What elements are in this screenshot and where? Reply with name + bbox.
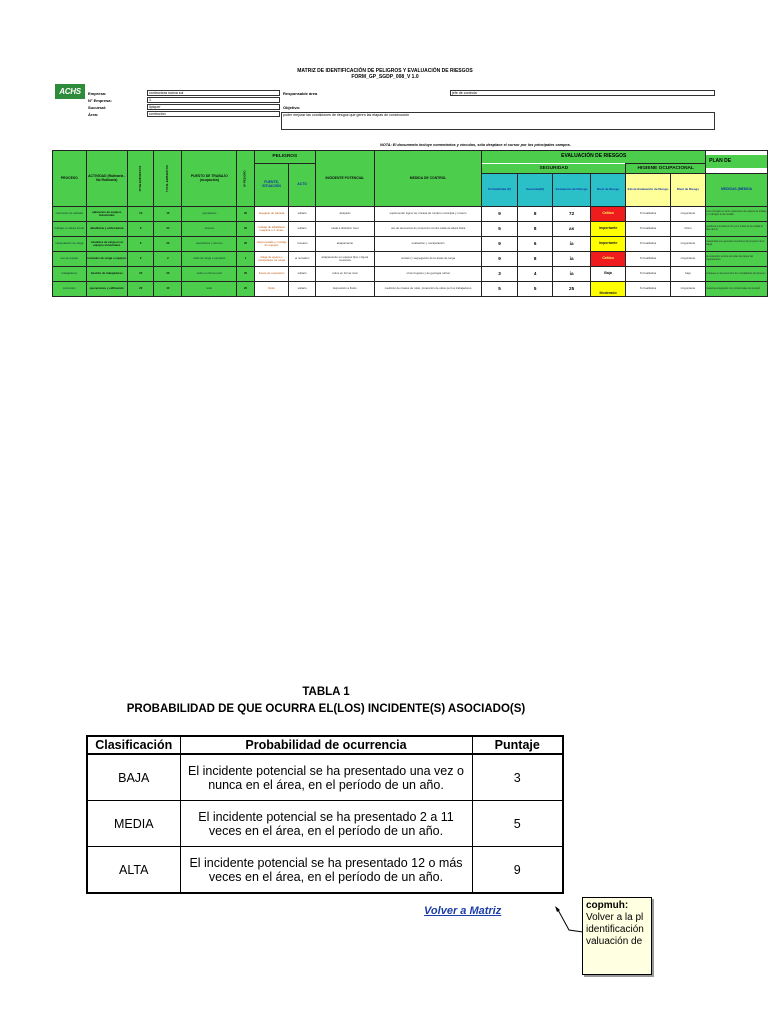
tabla1-title: TABLA 1	[302, 686, 350, 698]
empresa-field[interactable]: contructora nueva sol	[147, 90, 280, 96]
table-row	[53, 282, 768, 297]
col-higiene: HIGIENE OCUPACIONAL	[626, 164, 706, 174]
risk-matrix-table	[52, 150, 768, 297]
clasificacion-cell: ALTA	[87, 847, 180, 894]
objetivo-field[interactable]: poder mejorar las condiciones de riesgos que genrn las etapas de construcción	[281, 112, 715, 130]
comment-arrow-icon	[555, 906, 585, 938]
descripcion-cell: El incidente potencial se ha presentado una vez o nunca en el área, en el período de un año.	[180, 754, 472, 801]
medida-cell[interactable]: revisión y segregación de la áreas de carga	[374, 252, 481, 267]
num-empresa-label: N° Empresa:	[88, 98, 112, 103]
col-evaluacion-riesgo: Evaluación del Riesgo	[553, 174, 590, 207]
responsable-field[interactable]: jefe de controla	[450, 90, 715, 96]
actividad-cell[interactable]: traslados de carga en el equipos industriales	[86, 237, 127, 252]
comment-line: valuación de	[586, 936, 643, 947]
achs-logo: ACHS	[55, 84, 85, 99]
acto-cell[interactable]: soltario	[289, 282, 316, 297]
evaluacion-cell[interactable]: ia	[553, 252, 590, 267]
table-row	[53, 252, 768, 267]
table-row	[87, 847, 563, 894]
puesto-cell[interactable]: obreros	[182, 222, 237, 237]
puntaje-cell: 3	[472, 754, 563, 801]
existe-evaluacion-cell[interactable]: Si Cualitativa	[626, 222, 670, 237]
acto-cell[interactable]: soltario	[289, 222, 316, 237]
acto-cell[interactable]: l usuario	[289, 237, 316, 252]
actividad-cell[interactable]: operaciones y edificación	[86, 282, 127, 297]
fuente-cell[interactable]: fluido	[254, 282, 289, 297]
incidente-cell[interactable]: atrapado	[315, 207, 374, 222]
probabilidad-cell[interactable]: 5	[482, 222, 518, 237]
proceso-cell[interactable]: contrución de calzada	[53, 207, 87, 222]
num-expuestos-cell[interactable]: 2	[127, 252, 154, 267]
total-expuestos-cell[interactable]: 20	[154, 267, 182, 282]
proceso-cell[interactable]: trabajos en altura fronte	[53, 222, 87, 237]
num-peligro-cell[interactable]: 20	[237, 222, 254, 237]
evaluacion-cell[interactable]: ia	[553, 237, 590, 252]
medida-cell[interactable]: suplementar signo/ as, lincasa de rondero municipal y o letero	[374, 207, 481, 222]
evaluacion-cell[interactable]: as	[553, 222, 590, 237]
incidente-cell[interactable]: caida a distintivo nivel	[315, 222, 374, 237]
incidente-cell[interactable]: todos en forma rural	[315, 267, 374, 282]
header-probabilidad: Probabilidad de ocurrencia	[180, 736, 472, 754]
fuente-cell[interactable]: fuente de exposicion	[254, 267, 289, 282]
puesto-cell[interactable]: radio de carga o operador	[182, 252, 237, 267]
sucursal-field[interactable]: lipiquer	[147, 104, 280, 110]
medida-cell[interactable]: evaluación y manipulación	[374, 237, 481, 252]
col-proceso: PROCESO	[53, 151, 87, 207]
severidad-cell[interactable]: 6	[517, 237, 553, 252]
num-peligro-cell[interactable]: 1	[237, 252, 254, 267]
probabilidad-cell[interactable]: 5	[482, 282, 518, 297]
objetivo-label: Objetivo:	[283, 105, 301, 110]
probabilidad-cell[interactable]: 3	[482, 267, 518, 282]
table-row	[87, 801, 563, 847]
total-expuestos-cell[interactable]: 2	[154, 252, 182, 267]
acto-cell[interactable]: soltario	[289, 267, 316, 282]
col-seguridad: SEGURIDAD	[482, 164, 626, 174]
actividad-cell[interactable]: Gestión de trabajadores	[86, 267, 127, 282]
num-peligro-cell[interactable]: 20	[237, 237, 254, 252]
table-row	[53, 237, 768, 252]
evaluacion-cell[interactable]: 25	[553, 282, 590, 297]
col-evaluacion: EVALUACIÓN DE RIESGOS	[482, 151, 706, 164]
col-num-peligro: Nº PELIGRO	[237, 151, 254, 207]
num-expuestos-cell[interactable]: 10	[127, 207, 154, 222]
incidente-cell[interactable]: Exposición a fluido	[315, 282, 374, 297]
existe-evaluacion-cell[interactable]: Si Cualitativa	[626, 282, 670, 297]
nivel-riesgo-cell[interactable]: Baja	[590, 267, 626, 282]
plan-accion-cell[interactable]: guarda la recomida sin fin ya el ordas de la entidad al plan de los	[706, 222, 768, 237]
col-fuente: FUENTE, SITUACIÓN	[254, 164, 289, 207]
plan-accion-cell[interactable]: enfoques en la prevencion de ri ciudadanos del proceso	[706, 267, 768, 282]
proceso-cell[interactable]: manipulación de carga	[53, 237, 87, 252]
proceso-cell[interactable]: uso de equipo	[53, 252, 87, 267]
num-empresa-field[interactable]: 1	[147, 97, 280, 103]
actividad-cell[interactable]: traslados de carga o equipos	[86, 252, 127, 267]
nivel-riesgo-higiene-cell[interactable]: ninguntante	[670, 282, 705, 297]
nivel-riesgo-higiene-cell[interactable]: baja	[670, 267, 705, 282]
col-plan: PLAN DE	[706, 151, 768, 174]
header-clasificacion: Clasificación	[87, 736, 180, 754]
num-expuestos-cell[interactable]: 20	[127, 267, 154, 282]
empresa-label: Empresa:	[88, 91, 107, 96]
table-row	[53, 222, 768, 237]
puesto-cell[interactable]: operadores	[182, 207, 237, 222]
nivel-riesgo-cell[interactable]: Importante	[590, 237, 626, 252]
existe-evaluacion-cell[interactable]: Si Cualitativa	[626, 207, 670, 222]
existe-evaluacion-cell[interactable]: Si Cualitativa	[626, 252, 670, 267]
acto-cell[interactable]: soltario	[289, 207, 316, 222]
form-code: FORM_GP_SGDP_008_V 1.0	[351, 74, 419, 80]
table-row	[87, 754, 563, 801]
fuente-cell[interactable]: carga pesada y montaje de equipos	[254, 237, 289, 252]
severidad-cell[interactable]: 8	[517, 222, 553, 237]
comment-author: copmuh:	[586, 900, 629, 911]
area-field[interactable]: contrución	[147, 111, 280, 117]
evaluacion-cell[interactable]: ia	[553, 267, 590, 282]
clasificacion-cell: MEDIA	[87, 801, 180, 847]
puesto-cell[interactable]: operadores y obreros	[182, 237, 237, 252]
total-expuestos-cell[interactable]: 24	[154, 222, 182, 237]
puesto-cell[interactable]: todo	[182, 282, 237, 297]
nivel-riesgo-cell[interactable]: Moderado	[590, 282, 626, 297]
num-expuestos-cell[interactable]: 20	[127, 282, 154, 297]
nivel-riesgo-higiene-cell[interactable]: ninguntante	[670, 252, 705, 267]
col-total-expuestos: TOTAL EXPUESTOS	[154, 151, 182, 207]
severidad-cell[interactable]: 8	[517, 207, 553, 222]
probabilidad-cell[interactable]: 9	[482, 237, 518, 252]
comment-line: identificación	[586, 924, 644, 935]
nivel-riesgo-higiene-cell[interactable]: critico	[670, 222, 705, 237]
descripcion-cell: El incidente potencial se ha presentado 12 o más veces en el área, en el período de un año.	[180, 847, 472, 894]
descripcion-cell: El incidente potencial se ha presentado 2 a 11 veces en el área, en el período de un año.	[180, 801, 472, 847]
responsable-label: Responsable área	[283, 91, 318, 96]
col-probabilidad: Probabilidad (P)	[482, 174, 518, 207]
puntaje-cell: 5	[472, 801, 563, 847]
medida-cell[interactable]: medición de niveles de ruido, protección de oidos por los trabajadores	[374, 282, 481, 297]
severidad-cell[interactable]: 5	[517, 282, 553, 297]
proceso-cell[interactable]: contrución	[53, 282, 87, 297]
volver-a-matriz-link[interactable]: Volver a Matriz	[424, 905, 502, 917]
existe-evaluacion-cell[interactable]: Si Cualitativa	[626, 267, 670, 282]
nivel-riesgo-cell[interactable]: Importante	[590, 222, 626, 237]
existe-evaluacion-cell[interactable]: Si Cualitativa	[626, 237, 670, 252]
plan-accion-cell[interactable]: maquinas integrados con profesionales de la salud	[706, 282, 768, 297]
fuente-cell[interactable]: desgaste de calzada	[254, 207, 289, 222]
matrix-title: MATRIZ DE IDENTIFICACIÓN DE PELIGROS Y EVALUACIÓN DE RIESGOS	[297, 68, 473, 74]
medida-cell[interactable]: uso de elementos de proteccion contra caida de altura fisica	[374, 222, 481, 237]
total-expuestos-cell[interactable]: 30	[154, 237, 182, 252]
evaluacion-cell[interactable]: 72	[553, 207, 590, 222]
col-severidad: Severidad(S)	[517, 174, 553, 207]
acto-cell[interactable]: el nomatico	[289, 252, 316, 267]
medida-cell[interactable]: otros hogares y de geologia rutinal	[374, 267, 481, 282]
nivel-riesgo-higiene-cell[interactable]: ninguntante	[670, 237, 705, 252]
tabla1-subtitle: PROBABILIDAD DE QUE OCURRA EL(LOS) INCIDENTE(S) ASOCIADO(S)	[126, 703, 526, 715]
nivel-riesgo-cell[interactable]: Crítico	[590, 207, 626, 222]
nivel-riesgo-higiene-cell[interactable]: ninguntante	[670, 207, 705, 222]
plan-accion-cell[interactable]: la evaluacion tecnica de todas las partes del equipamiento	[706, 252, 768, 267]
actividad-cell[interactable]: albañileria y enfierradura	[86, 222, 127, 237]
probability-table	[86, 735, 564, 894]
num-expuestos-cell[interactable]: 6	[127, 237, 154, 252]
comment-note	[582, 897, 652, 975]
puntaje-cell: 9	[472, 847, 563, 894]
sucursal-label: Sucursal:	[88, 105, 107, 110]
plan-accion-cell[interactable]: maquinaria que ejecuta la monitoreo del proyecto de la carga	[706, 237, 768, 252]
table-row	[53, 207, 768, 222]
col-medida: MEDIDA DE CONTROL	[374, 151, 481, 207]
proceso-cell[interactable]: trabajadores	[53, 267, 87, 282]
comment-line: Volver a la pl	[586, 912, 644, 923]
num-peligro-cell[interactable]: 20	[237, 267, 254, 282]
total-expuestos-cell[interactable]: 40	[154, 282, 182, 297]
actividad-cell[interactable]: aplicación de equipos industriales	[86, 207, 127, 222]
col-nivel-riesgo: Nivel de Riesgo	[590, 174, 626, 207]
col-puesto: PUESTO DE TRABAJO (ocupación)	[182, 151, 237, 207]
num-expuestos-cell[interactable]: 6	[127, 222, 154, 237]
fuente-cell[interactable]: trabajo de albañileria maquina o 2. arnes	[254, 222, 289, 237]
incidente-cell[interactable]: atrapamiento	[315, 237, 374, 252]
clasificacion-cell: BAJA	[87, 754, 180, 801]
table-row	[53, 267, 768, 282]
probabilidad-cell[interactable]: 9	[482, 252, 518, 267]
nota-text: NOTA: El documento incluye comentarios y vínculos, sólo desplace el cursor por los principales campos.	[380, 143, 571, 147]
puesto-cell[interactable]: todos en forma rural	[182, 267, 237, 282]
severidad-cell[interactable]: 4	[517, 267, 553, 282]
col-existe-evaluacion: Existe Evaluación de Riesgo	[626, 174, 670, 207]
plan-accion-cell[interactable]: Los recorrigos en lo/os ondersicen de equipos de trabajo y / o ahogos en la medida	[706, 207, 768, 222]
area-label: Área:	[88, 112, 99, 117]
incidente-cell[interactable]: atrapamiento en equipos fijos o figura mecanica	[315, 252, 374, 267]
col-nivel-riesgo-higiene: Nivel de Riesgo	[670, 174, 705, 207]
col-actividad: ACTIVIDAD (Rutinaria - No Rutinaria)	[86, 151, 127, 207]
col-peligros: PELIGROS	[254, 151, 315, 164]
nivel-riesgo-cell[interactable]: Crítico	[590, 252, 626, 267]
probabilidad-cell[interactable]: 9	[482, 207, 518, 222]
num-peligro-cell[interactable]: 20	[237, 282, 254, 297]
col-acto: ACTO	[289, 164, 316, 207]
num-peligro-cell[interactable]: 20	[237, 207, 254, 222]
header-puntaje: Puntaje	[472, 736, 563, 754]
total-expuestos-cell[interactable]: 10	[154, 207, 182, 222]
severidad-cell[interactable]: 8	[517, 252, 553, 267]
fuente-cell[interactable]: fatiga de equipo y manipulador de carga	[254, 252, 289, 267]
col-incidente: INCIDENTE POTENCIAL	[315, 151, 374, 207]
col-num-expuestos: Nº DE EXPUESTOS	[127, 151, 154, 207]
col-medidas: MEDIDAS (MEDIDA	[706, 174, 768, 207]
